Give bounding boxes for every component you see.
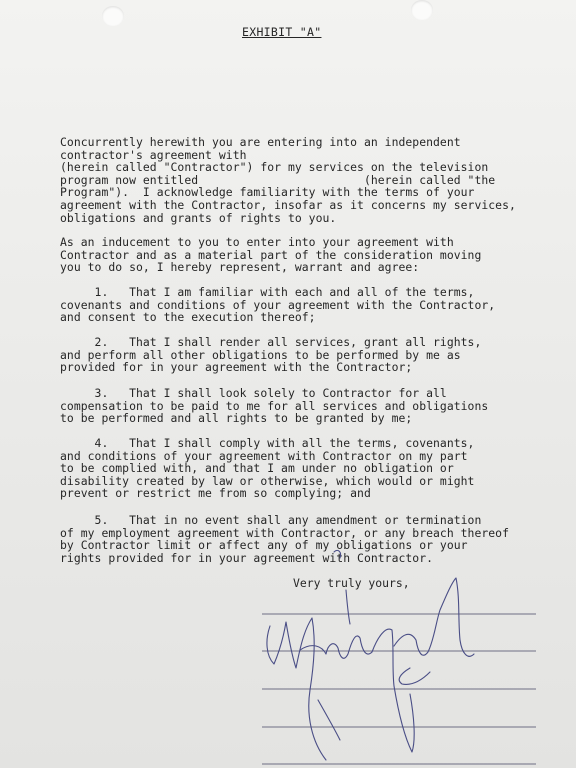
closing-salutation: Very truly yours,: [293, 576, 410, 590]
exhibit-title: EXHIBIT "A": [242, 25, 322, 39]
clause-4: 4. That I shall comply with all the terms, covenants, and conditions of your agreement with Contractor on my part to be complied with, and that I am under no obligation or disability created by law or otherwise, which would or might prevent or restrict me from so complying; and: [60, 436, 475, 501]
clause-1: 1. That I am familiar with each and all of the terms, covenants and conditions of your agreement with the Contractor, and consent to the execution thereof;: [60, 285, 496, 325]
paragraph-inducement: As an inducement to you to enter into your agreement with Contractor and as a material part of the consideration moving you to do so, I hereby represent, warrant and agree:: [60, 235, 482, 275]
paragraph-intro: Concurrently herewith you are entering into an independent contractor's agreement with (herein called "Contractor") for my services on the television program now entitled (herein called "the Program"). I acknowledge familiarity with the terms of your agreement with the Contractor, insofar as it concerns my services, obligations and grants of rights to you.: [60, 135, 516, 225]
clause-5: 5. That in no event shall any amendment or termination of my employment agreement with Contractor, or any breach thereof by Contractor limit or affect any of my obligations or your rights provided for in your agreement with Contractor.: [60, 513, 510, 565]
clause-2: 2. That I shall render all services, grant all rights, and perform all other obligations to be performed by me as provided for in your agreement with the Contractor;: [60, 335, 482, 375]
clause-3: 3. That I shall look solely to Contractor for all compensation to be paid to me for all services and obligations to be performed and all rights to be granted by me;: [60, 386, 489, 426]
handwritten-signature: [267, 550, 474, 760]
